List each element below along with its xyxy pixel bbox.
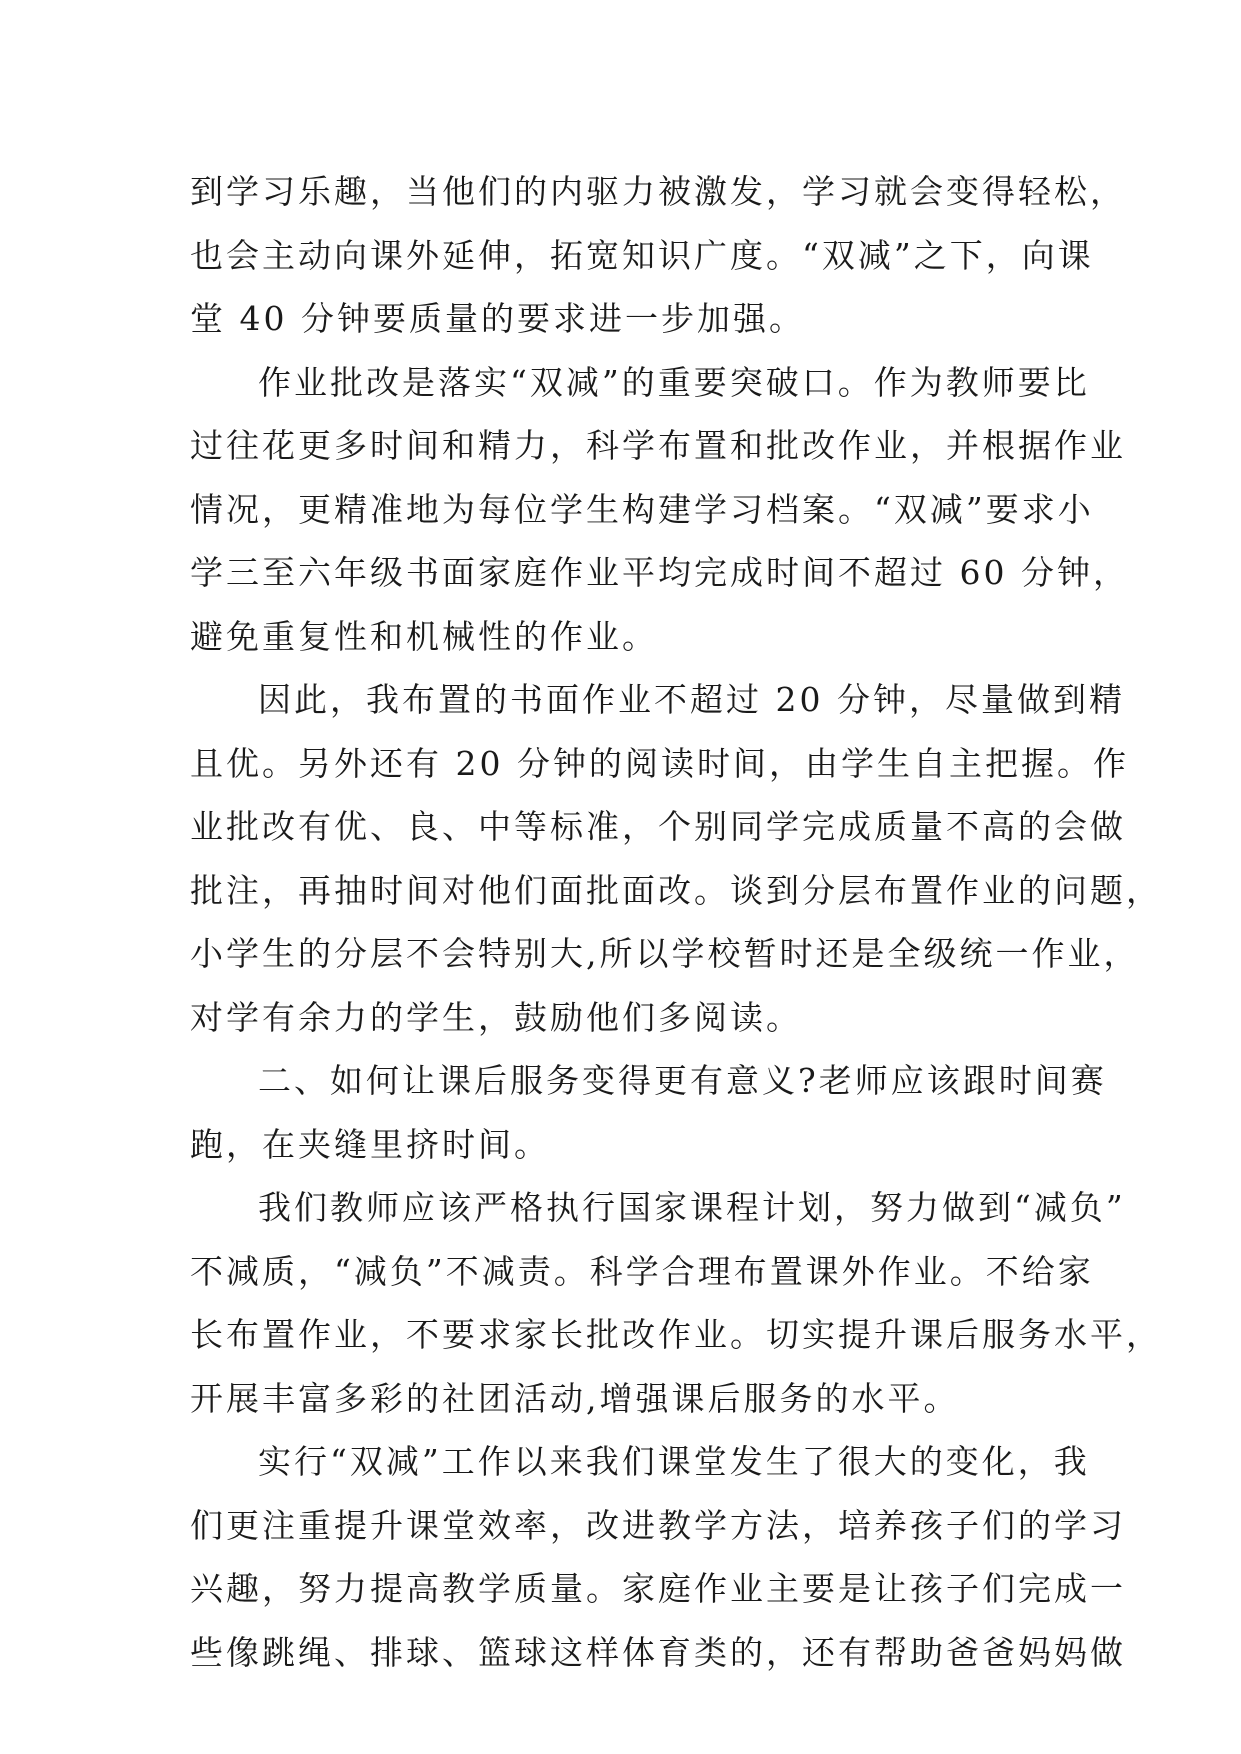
text-line: 堂 40 分钟要质量的要求进一步加强。 — [190, 299, 805, 338]
section-heading-line: 二、如何让课后服务变得更有意义?老师应该跟时间赛 — [258, 1061, 1107, 1100]
text-line: 且优。另外还有 20 分钟的阅读时间，由学生自主把握。作 — [190, 743, 1129, 783]
paragraph-first-line: 因此，我布置的书面作业不超过 20 分钟，尽量做到精 — [258, 680, 1125, 719]
text-line: 长布置作业，不要求家长批改作业。切实提升课后服务水平， — [190, 1315, 1162, 1354]
text-line: 不减质，“减负”不减责。科学合理布置课外作业。不给家 — [190, 1251, 1094, 1291]
text-line: 业批改有优、良、中等标准，个别同学完成质量不高的会做 — [190, 807, 1126, 846]
text-line: 兴趣，努力提高教学质量。家庭作业主要是让孩子们完成一 — [190, 1569, 1126, 1608]
paragraph-first-line: 实行“双减”工作以来我们课堂发生了很大的变化，我 — [258, 1442, 1090, 1481]
text-line: 情况，更精准地为每位学生构建学习档案。“双减”要求小 — [190, 489, 1094, 529]
text-line: 对学有余力的学生，鼓励他们多阅读。 — [190, 997, 802, 1037]
paragraph-first-line: 我们教师应该严格执行国家课程计划，努力做到“减负” — [258, 1188, 1126, 1227]
text-line: 跑，在夹缝里挤时间。 — [190, 1124, 550, 1164]
text-line: 到学习乐趣，当他们的内驱力被激发，学习就会变得轻松， — [190, 172, 1126, 211]
text-line: 也会主动向课外延伸，拓宽知识广度。“双减”之下，向课 — [190, 235, 1094, 275]
text-line: 些像跳绳、排球、篮球这样体育类的，还有帮助爸爸妈妈做 — [190, 1632, 1126, 1672]
paragraph-first-line: 作业批改是落实“双减”的重要突破口。作为教师要比 — [258, 362, 1090, 402]
text-line: 小学生的分层不会特别大,所以学校暂时还是全级统一作业， — [190, 934, 1140, 973]
text-line: 批注，再抽时间对他们面批面改。谈到分层布置作业的问题， — [190, 870, 1162, 910]
text-line: 学三至六年级书面家庭作业平均完成时间不超过 60 分钟， — [190, 553, 1129, 592]
text-line: 避免重复性和机械性的作业。 — [190, 616, 658, 656]
text-line: 开展丰富多彩的社团活动,增强课后服务的水平。 — [190, 1378, 960, 1418]
text-line: 过往花更多时间和精力，科学布置和批改作业，并根据作业 — [190, 426, 1126, 465]
document-body — [190, 160, 1162, 1684]
text-line: 们更注重提升课堂效率，改进教学方法，培养孩子们的学习 — [190, 1505, 1126, 1545]
